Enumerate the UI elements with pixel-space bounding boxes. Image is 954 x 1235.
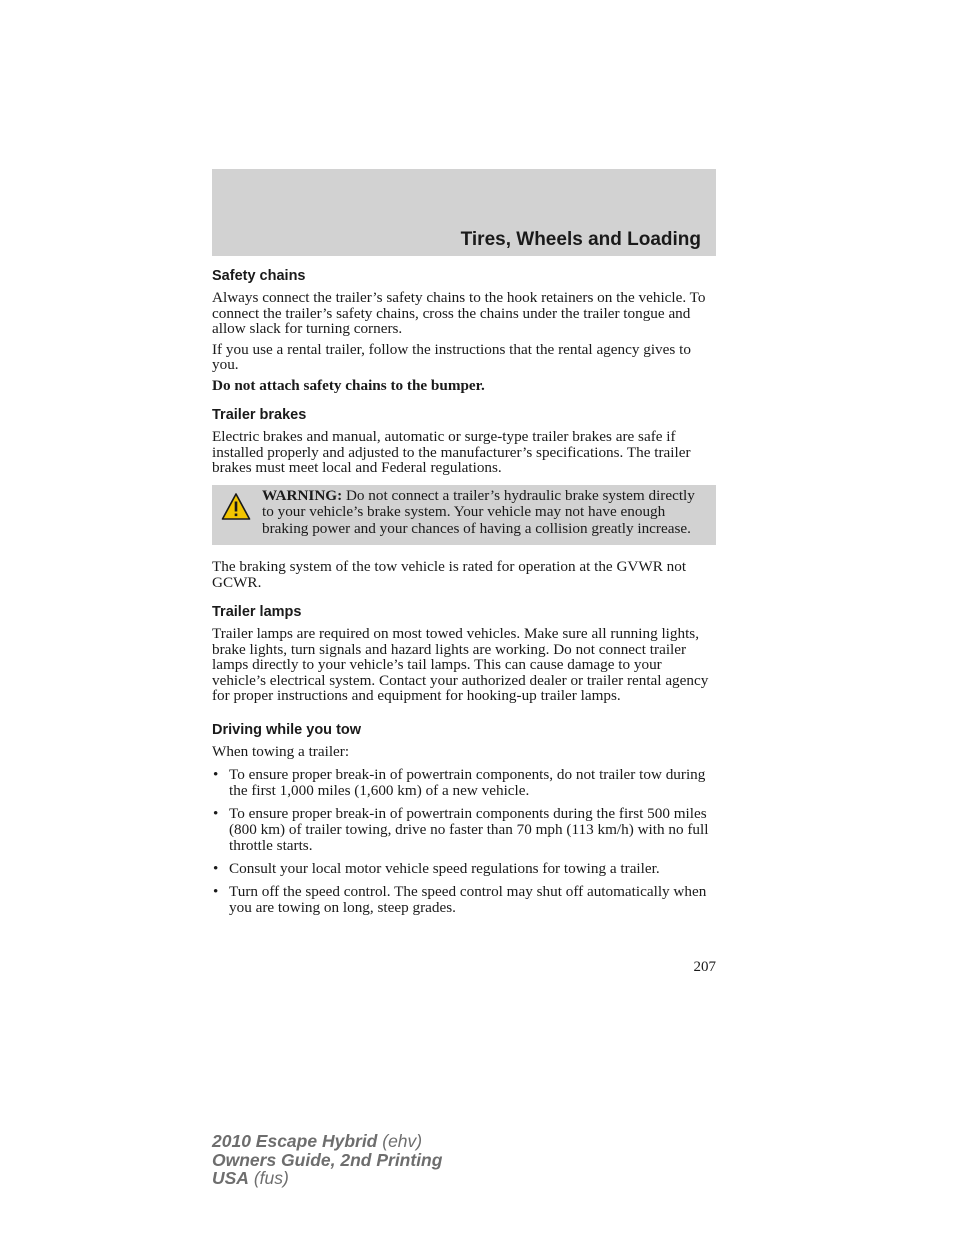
chapter-title: Tires, Wheels and Loading [460,229,701,250]
paragraph: If you use a rental trailer, follow the instructions that the rental agency gives to you. [212,340,691,373]
paragraph: Electric brakes and manual, automatic or surge-type trailer brakes are safe if installed properly and adjusted to the manufacturer’s specifications. The trailer brakes must meet local and Federal regulations. [212,428,691,476]
list-item: • To ensure proper break-in of powertrain components during the first 500 miles (800 km) of trailer towing, drive no faster than 70 mph (113 km/h) with no full throttle starts. [213,805,709,854]
list-item: • Turn off the speed control. The speed control may shut off automatically when you are towing on long, steep grades. [213,883,707,916]
section-trailer-lamps [212,603,716,704]
bullet-list [212,767,716,916]
section-heading: Trailer lamps [212,604,302,620]
bullet-glyph: • [213,860,219,877]
warning-label: WARNING: [262,486,343,504]
footer-line-printing: Owners Guide, 2nd Printing [212,1149,443,1170]
warning-box [212,485,716,546]
footer-line-market: USA (fus) [212,1168,289,1188]
section-driving-while-you-tow [212,721,716,917]
list-item: • Consult your local motor vehicle speed regulations for towing a trailer. [213,860,660,877]
chapter-header [212,169,716,256]
section-heading: Safety chains [212,268,306,284]
bullet-glyph: • [213,805,219,822]
paragraph: When towing a trailer: [212,742,350,760]
page-number: 207 [693,959,716,975]
bold-notice: Do not attach safety chains to the bumper. [212,376,485,394]
section-safety-chains [212,267,716,393]
page-content [212,267,716,923]
paragraph: The braking system of the tow vehicle is rated for operation at the GVWR not GCWR. [212,558,687,591]
paragraph: Trailer lamps are required on most towed vehicles. Make sure all running lights, brake lights, turn signals and hazard lights are working. Do not connect trailer lamps directly to your vehicle’s tail lamps. This can cause damage to your vehicle’s electrical system. Contact your authorized dealer or trailer rental agency for proper instructions and equipment for hooking-up trailer lamps. [212,625,709,704]
section-heading: Driving while you tow [212,721,362,738]
bullet-glyph: • [213,883,219,900]
warning-triangle-icon [221,492,251,522]
warning-text: Do not connect a trailer’s hydraulic brake system directly to your vehicle’s brake system. Your vehicle may not have enough braking power and your chances of having a collision greatly increase. [262,486,695,537]
section-heading: Trailer brakes [212,407,307,423]
bullet-glyph: • [213,766,219,783]
paragraph: Always connect the trailer’s safety chains to the hook retainers on the vehicle. To connect the trailer’s safety chains, cross the chains under the trailer tongue and allow slack for turning corners. [212,289,706,337]
document-footer [212,1132,442,1188]
section-trailer-brakes [212,406,716,590]
footer-line-model: 2010 Escape Hybrid (ehv) [212,1131,423,1151]
list-item: • To ensure proper break-in of powertrain components, do not trailer tow during the first 1,000 miles (1,600 km) of a new vehicle. [213,766,706,799]
